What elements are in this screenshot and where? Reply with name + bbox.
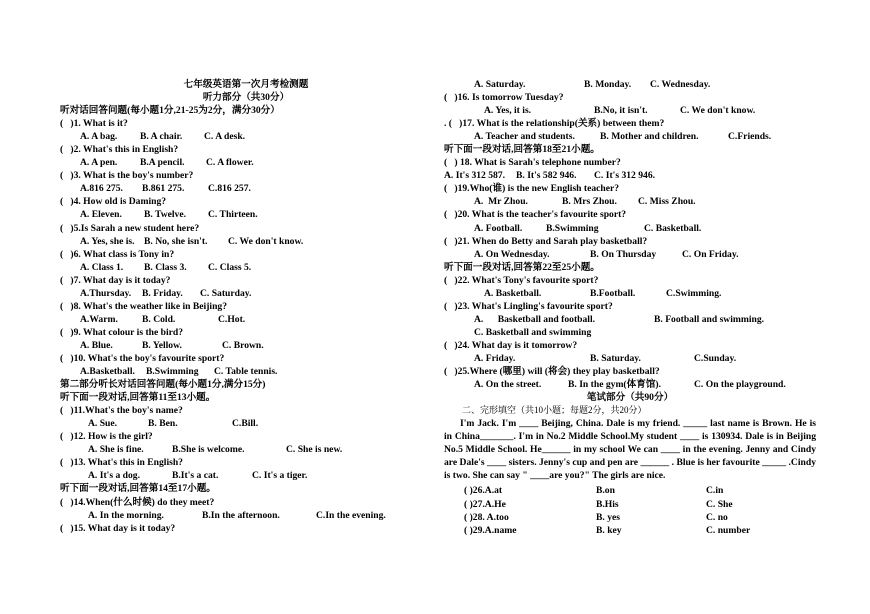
question-text: ( )24. What day is it tomorrow? — [444, 339, 578, 351]
question-options — [60, 261, 432, 274]
question-text: ( )5.Is Sarah a new student here? — [60, 222, 200, 234]
question-20 — [444, 208, 816, 234]
question-options — [444, 378, 816, 391]
question-options — [60, 156, 432, 169]
option-a: ( )28. A.too — [464, 511, 509, 523]
cloze-question-27 — [444, 498, 816, 511]
option-a: A. Yes, she is. — [80, 235, 135, 247]
cloze-passage: I'm Jack. I'm ____ Beijing, China. Dale is my friend. _____ last name is Brown. He is in China_______. I'm in No.2 Middle School.My student ____ is 130934. Dale is in Beijing No.5 Middle School. He______ in my school We can ____ in the evening. Jenny and Cindy are Dale's ____ sisters. Jenny's cup and pen are ______ . Blue is her favourite _____ .Cindy is two. She can say " ____are you?" The girls are nice. — [444, 418, 816, 482]
question-8 — [60, 300, 432, 326]
option-b: B. Mrs Zhou. — [562, 196, 617, 208]
option-a: A. A pen. — [80, 157, 118, 169]
question-text: ( )19.Who(谁) is the new English teacher? — [444, 183, 620, 195]
option-b: B.She is welcome. — [172, 444, 245, 456]
option-b: B.Football. — [590, 287, 636, 299]
option-c: C. Table tennis. — [214, 366, 278, 378]
option-b: B. Cold. — [142, 313, 176, 325]
question-1 — [60, 117, 432, 143]
option-b: B. Monday. — [584, 79, 632, 90]
option-c: C. Wednesday. — [650, 79, 711, 90]
question-7 — [60, 274, 432, 300]
question-options — [60, 182, 432, 195]
option-a: A. It's a dog. — [88, 470, 140, 482]
question-options — [60, 417, 432, 430]
question-text: ( )2. What's this in English? — [60, 144, 179, 156]
question-options — [60, 208, 432, 221]
question-options — [444, 104, 816, 117]
left-column — [60, 78, 432, 535]
option-b: B. key — [596, 524, 622, 536]
option-c: C. On Friday. — [682, 248, 739, 260]
option-b: B.861 275. — [142, 183, 185, 195]
option-a: A.Warm. — [80, 313, 118, 325]
question-options — [444, 248, 816, 261]
question-9 — [60, 326, 432, 352]
right-column — [444, 78, 816, 537]
cloze-question-28 — [444, 511, 816, 524]
question-text: ( ) 18. What is Sarah's telephone number? — [444, 157, 621, 169]
question-text: ( )21. When do Betty and Sarah play basketball? — [444, 235, 648, 247]
option-a: A.Basketball. — [80, 366, 135, 378]
option-a: A. In the morning. — [88, 509, 164, 521]
question-text: ( )20. What is the teacher's favourite sport? — [444, 209, 627, 221]
option-a: A. A bag. — [80, 131, 118, 143]
option-c: C. number — [706, 524, 751, 536]
option-a: A. On Wednesday. — [474, 248, 550, 260]
question-text: ( )11.What's the boy's name? — [60, 405, 183, 417]
option-c: C. no — [706, 511, 728, 523]
question-11 — [60, 404, 432, 430]
written-heading: 笔试部分（共90分） — [586, 392, 674, 404]
option-b: B.In the afternoon. — [202, 509, 280, 521]
section-instructions: 听对话回答问题(每小题1分,21-25为2分，满分30分） — [60, 105, 280, 117]
option-c: C. On the playground. — [694, 379, 786, 391]
option-c: C.in — [706, 485, 724, 497]
option-a: A. It's 312 587. — [444, 170, 506, 182]
option-c: C. It's a tiger. — [252, 470, 308, 482]
listening-heading: 听力部分（共30分） — [202, 92, 290, 104]
question-text: ( )13. What's this in English? — [60, 457, 183, 469]
question-4 — [60, 195, 432, 221]
question-options — [60, 469, 432, 482]
option-a: ( )29.A.name — [464, 524, 517, 536]
question-options — [60, 313, 432, 326]
group-instructions: 听下面一段对话,回答第14至17小题。 — [60, 483, 216, 495]
part2-heading: 第二部分听长对话回答问题(每小题1分,满分15分) — [60, 379, 266, 391]
option-c: C. Thirteen. — [208, 209, 258, 221]
option-c: C. It's 312 946. — [594, 170, 656, 182]
question-options — [444, 287, 816, 300]
question-options — [60, 287, 432, 300]
question-options — [444, 326, 816, 339]
option-b: B. Saturday. — [590, 352, 641, 364]
option-a: A. She is fine. — [88, 444, 144, 456]
question-6 — [60, 248, 432, 274]
option-b: B. No, she isn't. — [144, 235, 208, 247]
question-text: ( )3. What is the boy's number? — [60, 170, 194, 182]
option-a: A.816 275. — [80, 183, 123, 195]
question-5 — [60, 222, 432, 248]
option-b: B.on — [596, 485, 615, 497]
option-c: C.816 257. — [208, 183, 251, 195]
question-15-options — [444, 78, 816, 91]
question-text: ( )14.When(什么时候) do they meet? — [60, 496, 215, 508]
question-options — [60, 235, 432, 248]
option-a: A. Eleven. — [80, 209, 122, 221]
option-c: C. We don't know. — [680, 105, 756, 117]
question-text: ( )6. What class is Tony in? — [60, 248, 175, 260]
option-c: C.Hot. — [218, 313, 246, 325]
option-a: A. Blue. — [80, 339, 113, 351]
group-instructions: 听下面一段对话,回答第11至13小题。 — [60, 392, 216, 404]
option-b: B. Football and swimming. — [654, 313, 765, 325]
question-text: ( )12. How is the girl? — [60, 431, 153, 443]
cloze-heading: 二、完形填空（共10小题；每题2分，共20分） — [462, 405, 647, 416]
question-2 — [60, 143, 432, 169]
question-text: ( )7. What day is it today? — [60, 274, 171, 286]
question-options — [60, 443, 432, 456]
option-a: A. Yes, it is. — [484, 105, 532, 117]
option-b: B.No, it isn't. — [594, 105, 648, 117]
question-18 — [444, 156, 816, 182]
option-b: B. Twelve. — [144, 209, 187, 221]
question-options — [444, 222, 816, 235]
option-a: ( )27.A.He — [464, 498, 506, 510]
question-16 — [444, 91, 816, 117]
option-c: C. Basketball and swimming — [474, 326, 592, 338]
question-13 — [60, 456, 432, 482]
option-b: B.A pencil. — [140, 157, 185, 169]
question-options — [444, 313, 816, 326]
option-a: A. Teacher and students. — [474, 131, 575, 143]
option-b: B.It's a cat. — [172, 470, 219, 482]
option-a: A. Saturday. — [474, 79, 526, 90]
question-12 — [60, 430, 432, 456]
question-23 — [444, 300, 816, 339]
cloze-question-26 — [444, 484, 816, 497]
cloze-options — [444, 484, 816, 536]
option-a: A. On the street. — [474, 379, 542, 391]
question-19 — [444, 182, 816, 208]
option-c: C.In the evening. — [316, 509, 386, 521]
question-options — [60, 339, 432, 352]
question-options — [60, 130, 432, 143]
option-c: C. Saturday. — [200, 287, 252, 299]
option-a: A. Mr Zhou. — [474, 196, 528, 208]
question-text: ( )22. What's Tony's favourite sport? — [444, 274, 599, 286]
question-10 — [60, 352, 432, 378]
question-text: ( )10. What's the boy's favourite sport? — [60, 352, 225, 364]
option-a: A. Football. — [474, 222, 523, 234]
question-15-text: ( )15. What day is it today? — [60, 522, 176, 534]
question-22 — [444, 274, 816, 300]
option-a: A. Friday. — [474, 352, 516, 364]
option-c: C. Class 5. — [208, 261, 252, 273]
question-options — [444, 352, 816, 365]
question-text: . ( )17. What is the relationship(关系) between them? — [444, 118, 665, 130]
question-options — [60, 365, 432, 378]
option-a: ( )26.A.at — [464, 485, 503, 497]
question-text: ( )25.Where (哪里) will (将会) they play basketball? — [444, 366, 660, 378]
option-c: C.Bill. — [232, 418, 259, 430]
option-b: B. A chair. — [140, 131, 183, 143]
option-c: C. Miss Zhou. — [638, 196, 696, 208]
option-a: A. Basketball and football. — [474, 313, 596, 325]
option-a: A. Class 1. — [80, 261, 124, 273]
question-text: ( )9. What colour is the bird? — [60, 326, 184, 338]
option-b: B. Class 3. — [144, 261, 187, 273]
question-options — [444, 195, 816, 208]
option-b: B. Ben. — [148, 418, 178, 430]
option-c: C. We don't know. — [228, 235, 304, 247]
question-17 — [444, 117, 816, 143]
question-3 — [60, 169, 432, 195]
option-a: A. Basketball. — [484, 287, 542, 299]
option-c: C. She is new. — [286, 444, 343, 456]
question-text: ( )4. How old is Daming? — [60, 196, 167, 208]
option-b: B. It's 582 946. — [516, 170, 577, 182]
question-14 — [60, 496, 432, 522]
option-b: B. Yellow. — [142, 339, 182, 351]
option-b: B.His — [596, 498, 619, 510]
question-options — [444, 169, 816, 182]
option-c: C.Sunday. — [694, 352, 737, 364]
question-text: ( )8. What's the weather like in Beijing? — [60, 300, 228, 312]
question-25 — [444, 365, 816, 391]
group-instructions: 听下面一段对话,回答第18至21小题。 — [444, 144, 600, 156]
option-c: C. A flower. — [206, 157, 254, 169]
question-text: ( )16. Is tomorrow Tuesday? — [444, 92, 564, 104]
option-a: A. Sue. — [88, 418, 118, 430]
option-b: B. yes — [596, 511, 620, 523]
question-21 — [444, 235, 816, 261]
option-c: C. Brown. — [222, 339, 264, 351]
option-b: B. Friday. — [142, 287, 183, 299]
question-text: ( )23. What's Lingling's favourite sport? — [444, 300, 613, 312]
option-b: B. Mother and children. — [600, 131, 699, 143]
exam-title: 七年级英语第一次月考检测题 — [183, 79, 309, 90]
option-b: B.Swimming — [546, 222, 599, 234]
cloze-question-29 — [444, 524, 816, 537]
option-b: B.Swimming — [146, 366, 199, 378]
option-b: B. In the gym(体育馆). — [568, 379, 662, 391]
option-c: C. She — [706, 498, 733, 510]
question-text: ( )1. What is it? — [60, 118, 128, 130]
question-options — [60, 509, 432, 522]
option-c: C. A desk. — [204, 131, 246, 143]
option-c: C. Basketball. — [644, 222, 702, 234]
question-24 — [444, 339, 816, 365]
option-c: C.Swimming. — [666, 287, 722, 299]
option-a: A.Thursday. — [80, 287, 132, 299]
option-b: B. On Thursday — [590, 248, 657, 260]
group-instructions: 听下面一段对话,回答第22至25小题。 — [444, 261, 600, 273]
question-options — [444, 130, 816, 143]
option-c: C.Friends. — [728, 131, 772, 143]
